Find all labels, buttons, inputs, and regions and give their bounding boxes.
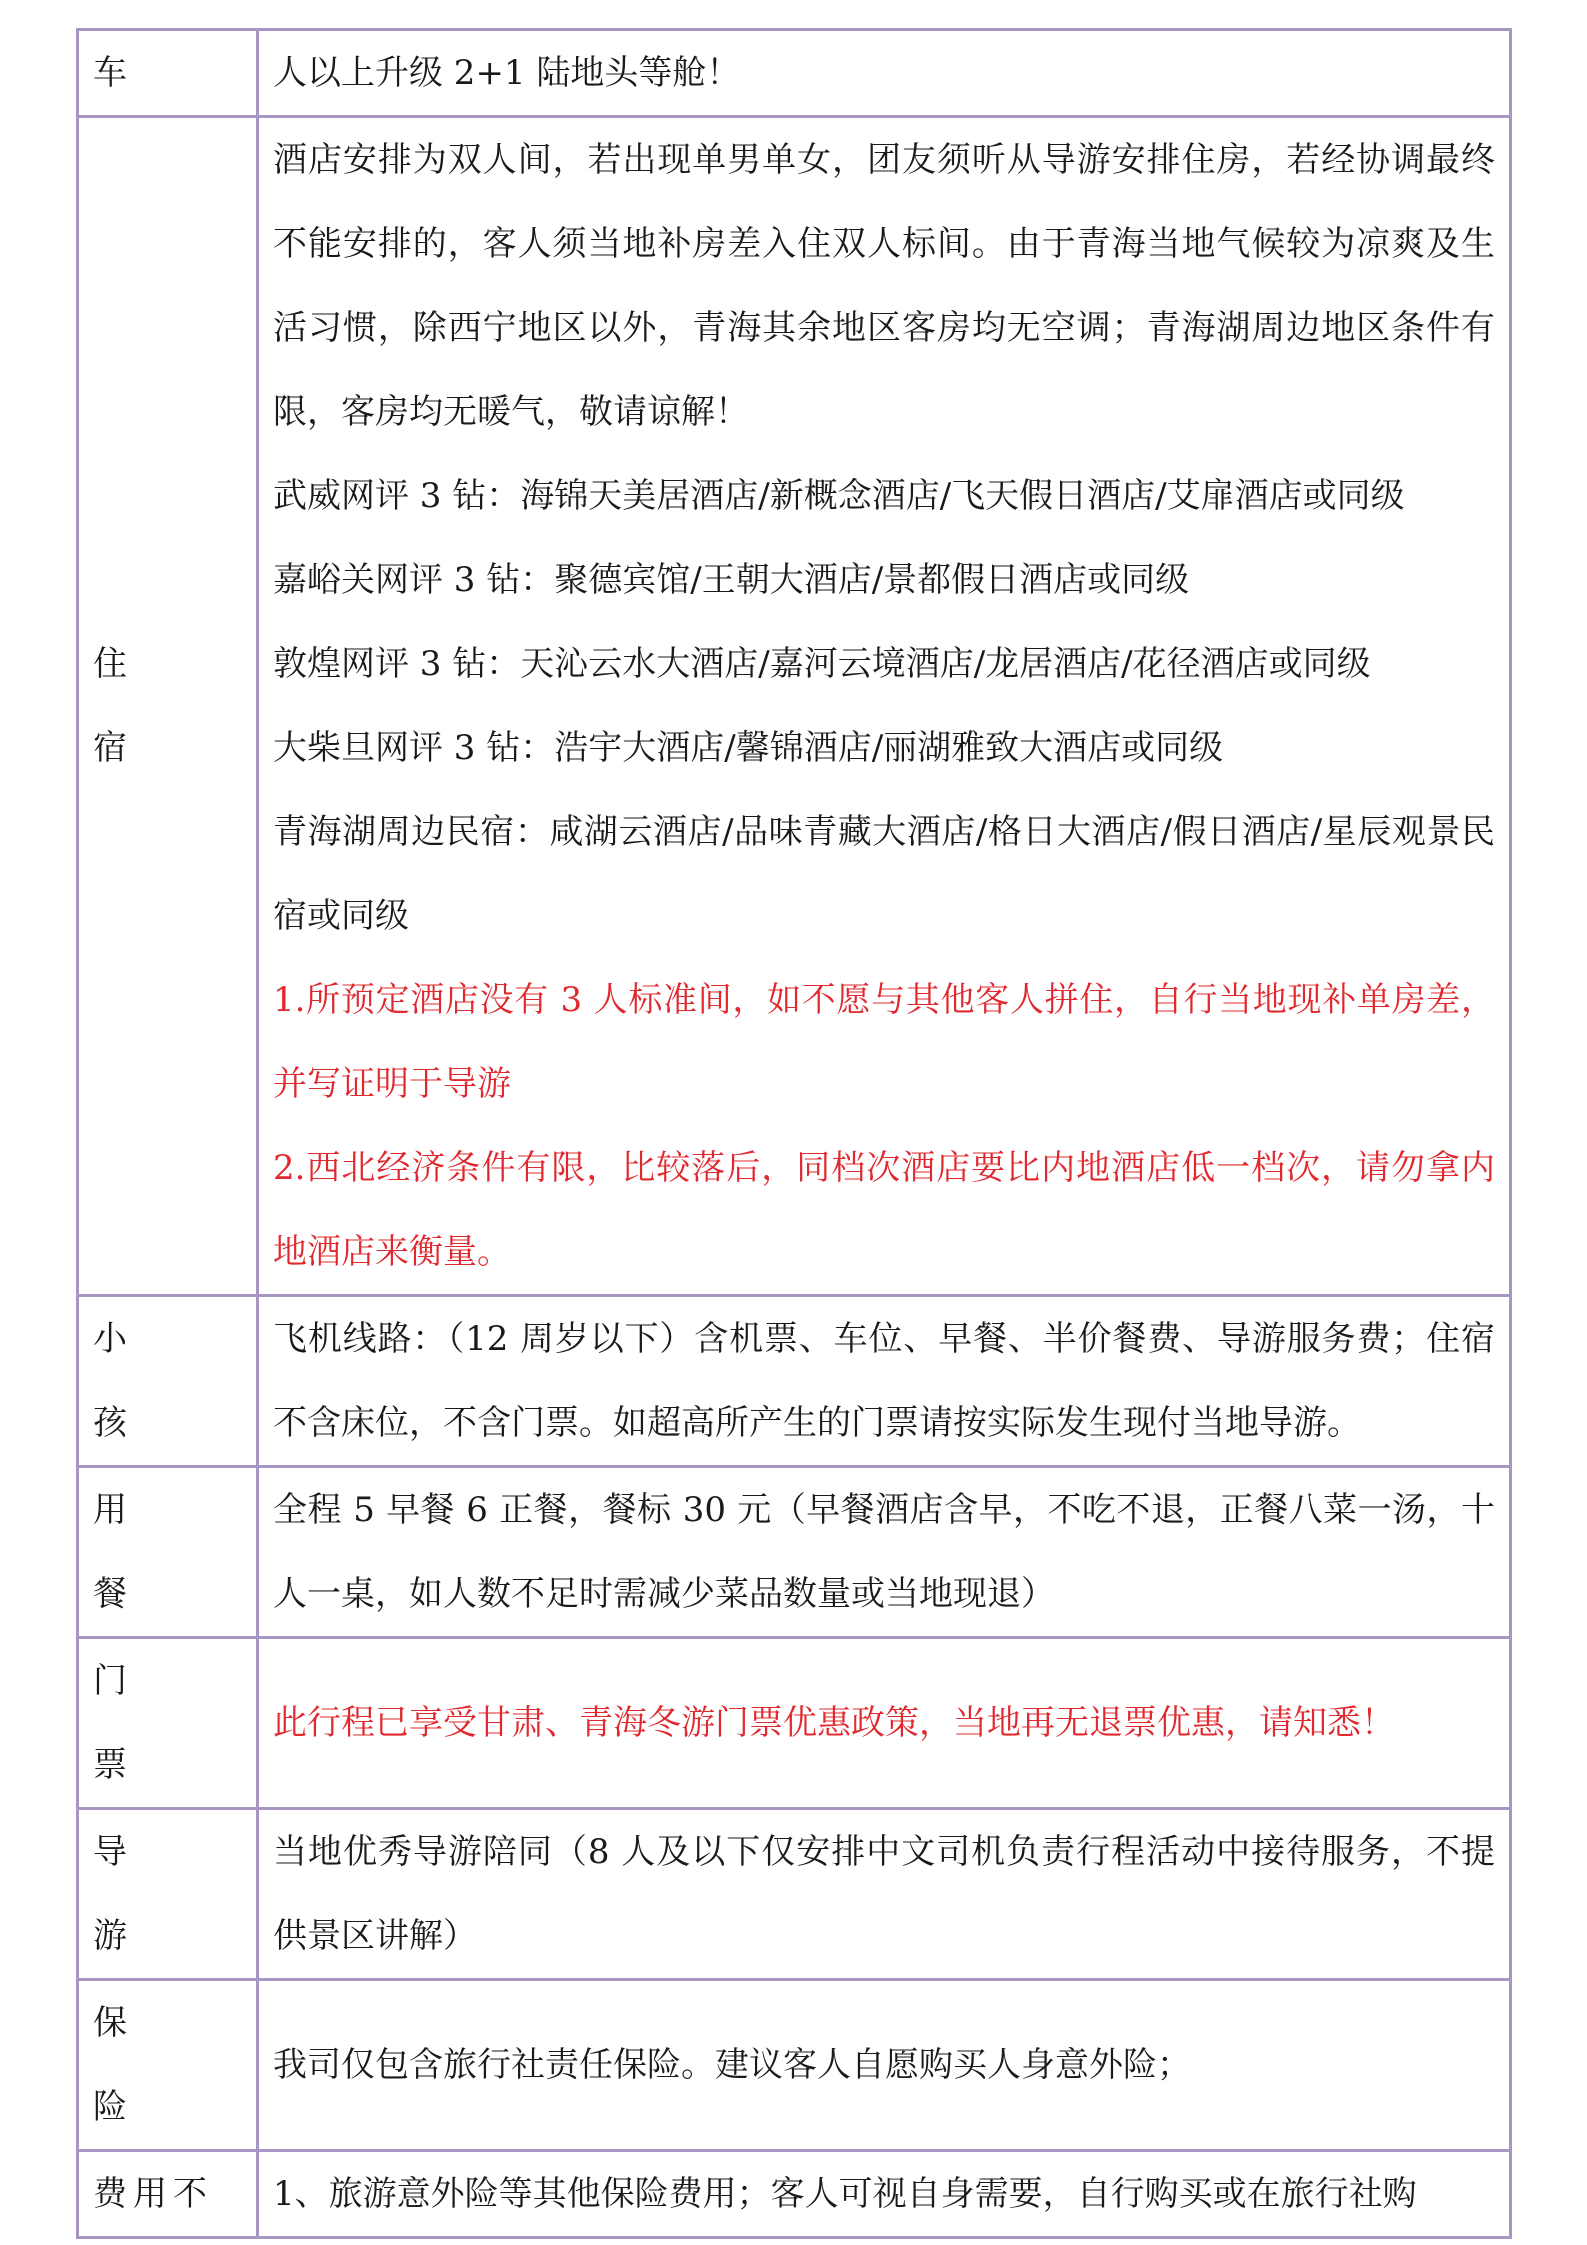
table-row-guide	[78, 1809, 1511, 1980]
table-row-car	[78, 30, 1511, 117]
row-label-children: 小 孩	[78, 1296, 258, 1467]
table-row-tickets	[78, 1638, 1511, 1809]
children-text: 飞机线路：（12 周岁以下）含机票、车位、早餐、半价餐费、导游服务费；住宿不含床位，不含门票。如超高所产生的门票请按实际发生现付当地导游。	[273, 1319, 1495, 1443]
hotel-qinghai-lake: 青海湖周边民宿：咸湖云酒店/品味青藏大酒店/格日大酒店/假日酒店/星辰观景民宿或同级	[273, 812, 1495, 936]
row-content-tickets	[258, 1638, 1511, 1809]
hotel-wuwei: 武威网评 3 钻：海锦天美居酒店/新概念酒店/飞天假日酒店/艾扉酒店或同级	[273, 476, 1405, 516]
row-content-car	[258, 30, 1511, 117]
row-content-meals	[258, 1467, 1511, 1638]
hotel-dachaidan: 大柴旦网评 3 钻：浩宇大酒店/馨锦酒店/丽湖雅致大酒店或同级	[273, 728, 1224, 768]
row-content-fees-excluded	[258, 2151, 1511, 2238]
itinerary-details-table	[76, 28, 1512, 2239]
guide-text: 当地优秀导游陪同（8 人及以下仅安排中文司机负责行程活动中接待服务，不提供景区讲解）	[273, 1832, 1495, 1956]
accommodation-note-1: 1.所预定酒店没有 3 人标准间，如不愿与其他客人拼住，自行当地现补单房差，并写证明于导游	[273, 980, 1495, 1104]
row-label-car: 车	[78, 30, 258, 117]
hotel-dunhuang: 敦煌网评 3 钻：天沁云水大酒店/嘉河云境酒店/龙居酒店/花径酒店或同级	[273, 644, 1371, 684]
row-label-fees-excluded: 费用不	[78, 2151, 258, 2238]
row-label-meals: 用 餐	[78, 1467, 258, 1638]
insurance-text: 我司仅包含旅行社责任保险。建议客人自愿购买人身意外险；	[273, 2045, 1191, 2085]
hotel-jiayuguan: 嘉峪关网评 3 钻：聚德宾馆/王朝大酒店/景都假日酒店或同级	[273, 560, 1190, 600]
accommodation-note-2: 2.西北经济条件有限，比较落后，同档次酒店要比内地酒店低一档次，请勿拿内地酒店来衡量。	[273, 1148, 1495, 1272]
row-label-insurance: 保 险	[78, 1980, 258, 2151]
row-content-guide	[258, 1809, 1511, 1980]
table-row-insurance	[78, 1980, 1511, 2151]
table-row-children	[78, 1296, 1511, 1467]
meals-text: 全程 5 早餐 6 正餐，餐标 30 元（早餐酒店含早，不吃不退，正餐八菜一汤，十人一桌，如人数不足时需减少菜品数量或当地现退）	[273, 1490, 1495, 1614]
row-content-children	[258, 1296, 1511, 1467]
table-row-fees-excluded	[78, 2151, 1511, 2238]
row-label-accommodation: 住 宿	[78, 117, 258, 1296]
accommodation-policy: 酒店安排为双人间，若出现单男单女，团友须听从导游安排住房，若经协调最终不能安排的，客人须当地补房差入住双人标间。由于青海当地气候较为凉爽及生活习惯，除西宁地区以外，青海其余地区客房均无空调；青海湖周边地区条件有限，客房均无暖气，敬请谅解！	[273, 140, 1495, 432]
row-content-insurance	[258, 1980, 1511, 2151]
table-row-accommodation	[78, 117, 1511, 1296]
fees-excluded-text: 1、旅游意外险等其他保险费用；客人可视自身需要，自行购买或在旅行社购	[273, 2174, 1417, 2214]
table-row-meals	[78, 1467, 1511, 1638]
car-text: 人以上升级 2+1 陆地头等舱！	[273, 53, 741, 93]
row-label-tickets: 门 票	[78, 1638, 258, 1809]
row-label-guide: 导 游	[78, 1809, 258, 1980]
tickets-text: 此行程已享受甘肃、青海冬游门票优惠政策，当地再无退票优惠，请知悉！	[273, 1703, 1395, 1743]
row-content-accommodation	[258, 117, 1511, 1296]
